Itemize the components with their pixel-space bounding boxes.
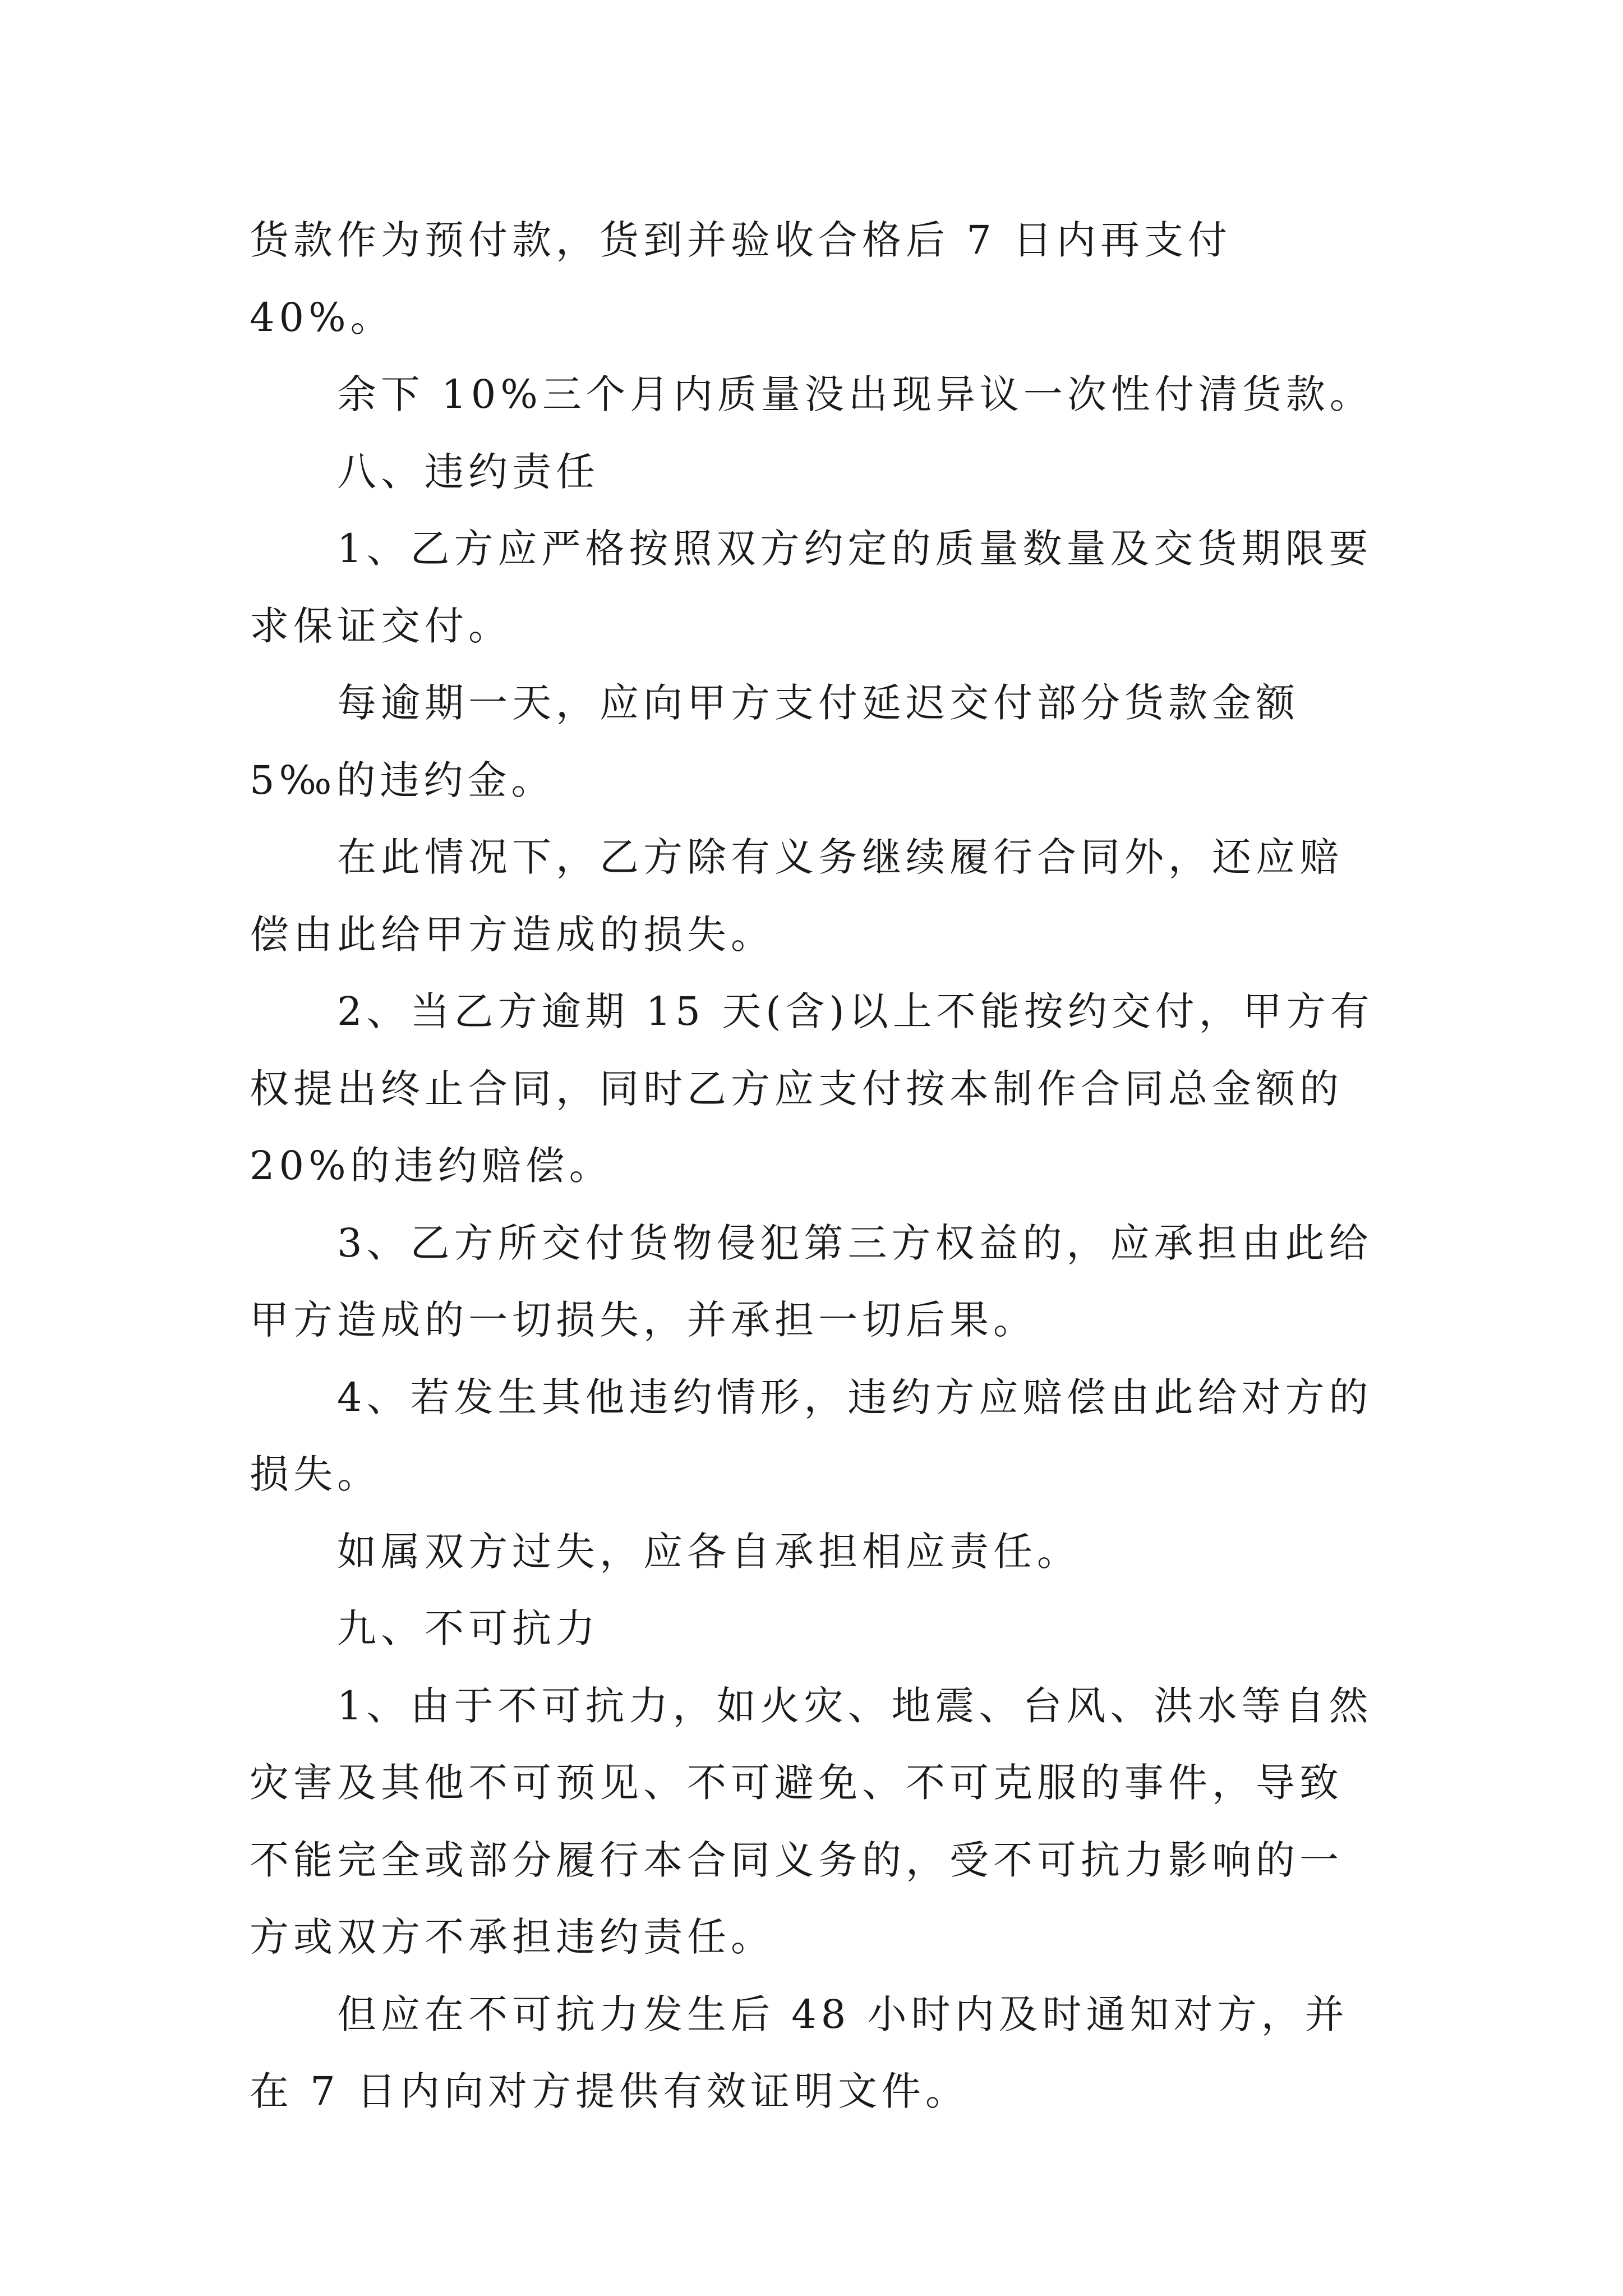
section-heading-force-majeure: 九、不可抗力 xyxy=(337,1605,600,1651)
paragraph-mutual-fault: 如属双方过失，应各自承担相应责任。 xyxy=(337,1528,1081,1575)
paragraph-breach-clause-1: 1、乙方应严格按照双方约定的质量数量及交货期限要求保证交付。 xyxy=(250,526,1373,649)
paragraph-force-majeure-notice: 但应在不可抗力发生后 48 小时内及时通知对方，并在 7 日内向对方提供有效证明文件。 xyxy=(250,1991,1349,2114)
paragraph-payment-balance: 余下 10%三个月内质量没出现异议一次性付清货款。 xyxy=(337,371,1373,417)
paragraph-late-penalty: 每逾期一天，应向甲方支付延迟交付部分货款金额 5‰的违约金。 xyxy=(250,680,1317,803)
paragraph-payment-advance: 货款作为预付款，货到并验收合格后 7 日内再支付 40%。 xyxy=(250,217,1249,341)
paragraph-breach-clause-2: 2、当乙方逾期 15 天(含)以上不能按约交付，甲方有权提出终止合同，同时乙方应支付按本制作合同总金额的 20%的违约赔偿。 xyxy=(250,988,1374,1189)
document-body xyxy=(250,202,1377,2131)
paragraph-breach-clause-3: 3、乙方所交付货物侵犯第三方权益的，应承担由此给甲方造成的一切损失，并承担一切后果。 xyxy=(250,1220,1373,1343)
section-heading-breach-liability: 八、违约责任 xyxy=(337,448,600,495)
paragraph-continue-performance: 在此情况下，乙方除有义务继续履行合同外，还应赔偿由此给甲方造成的损失。 xyxy=(250,834,1343,958)
paragraph-breach-clause-4: 4、若发生其他违约情形，违约方应赔偿由此给对方的损失。 xyxy=(250,1374,1373,1497)
paragraph-force-majeure-1: 1、由于不可抗力，如火灾、地震、台风、洪水等自然灾害及其他不可预见、不可避免、不可克服的事件，导致不能完全或部分履行本合同义务的，受不可抗力影响的一方或双方不承担违约责任。 xyxy=(250,1682,1373,1960)
